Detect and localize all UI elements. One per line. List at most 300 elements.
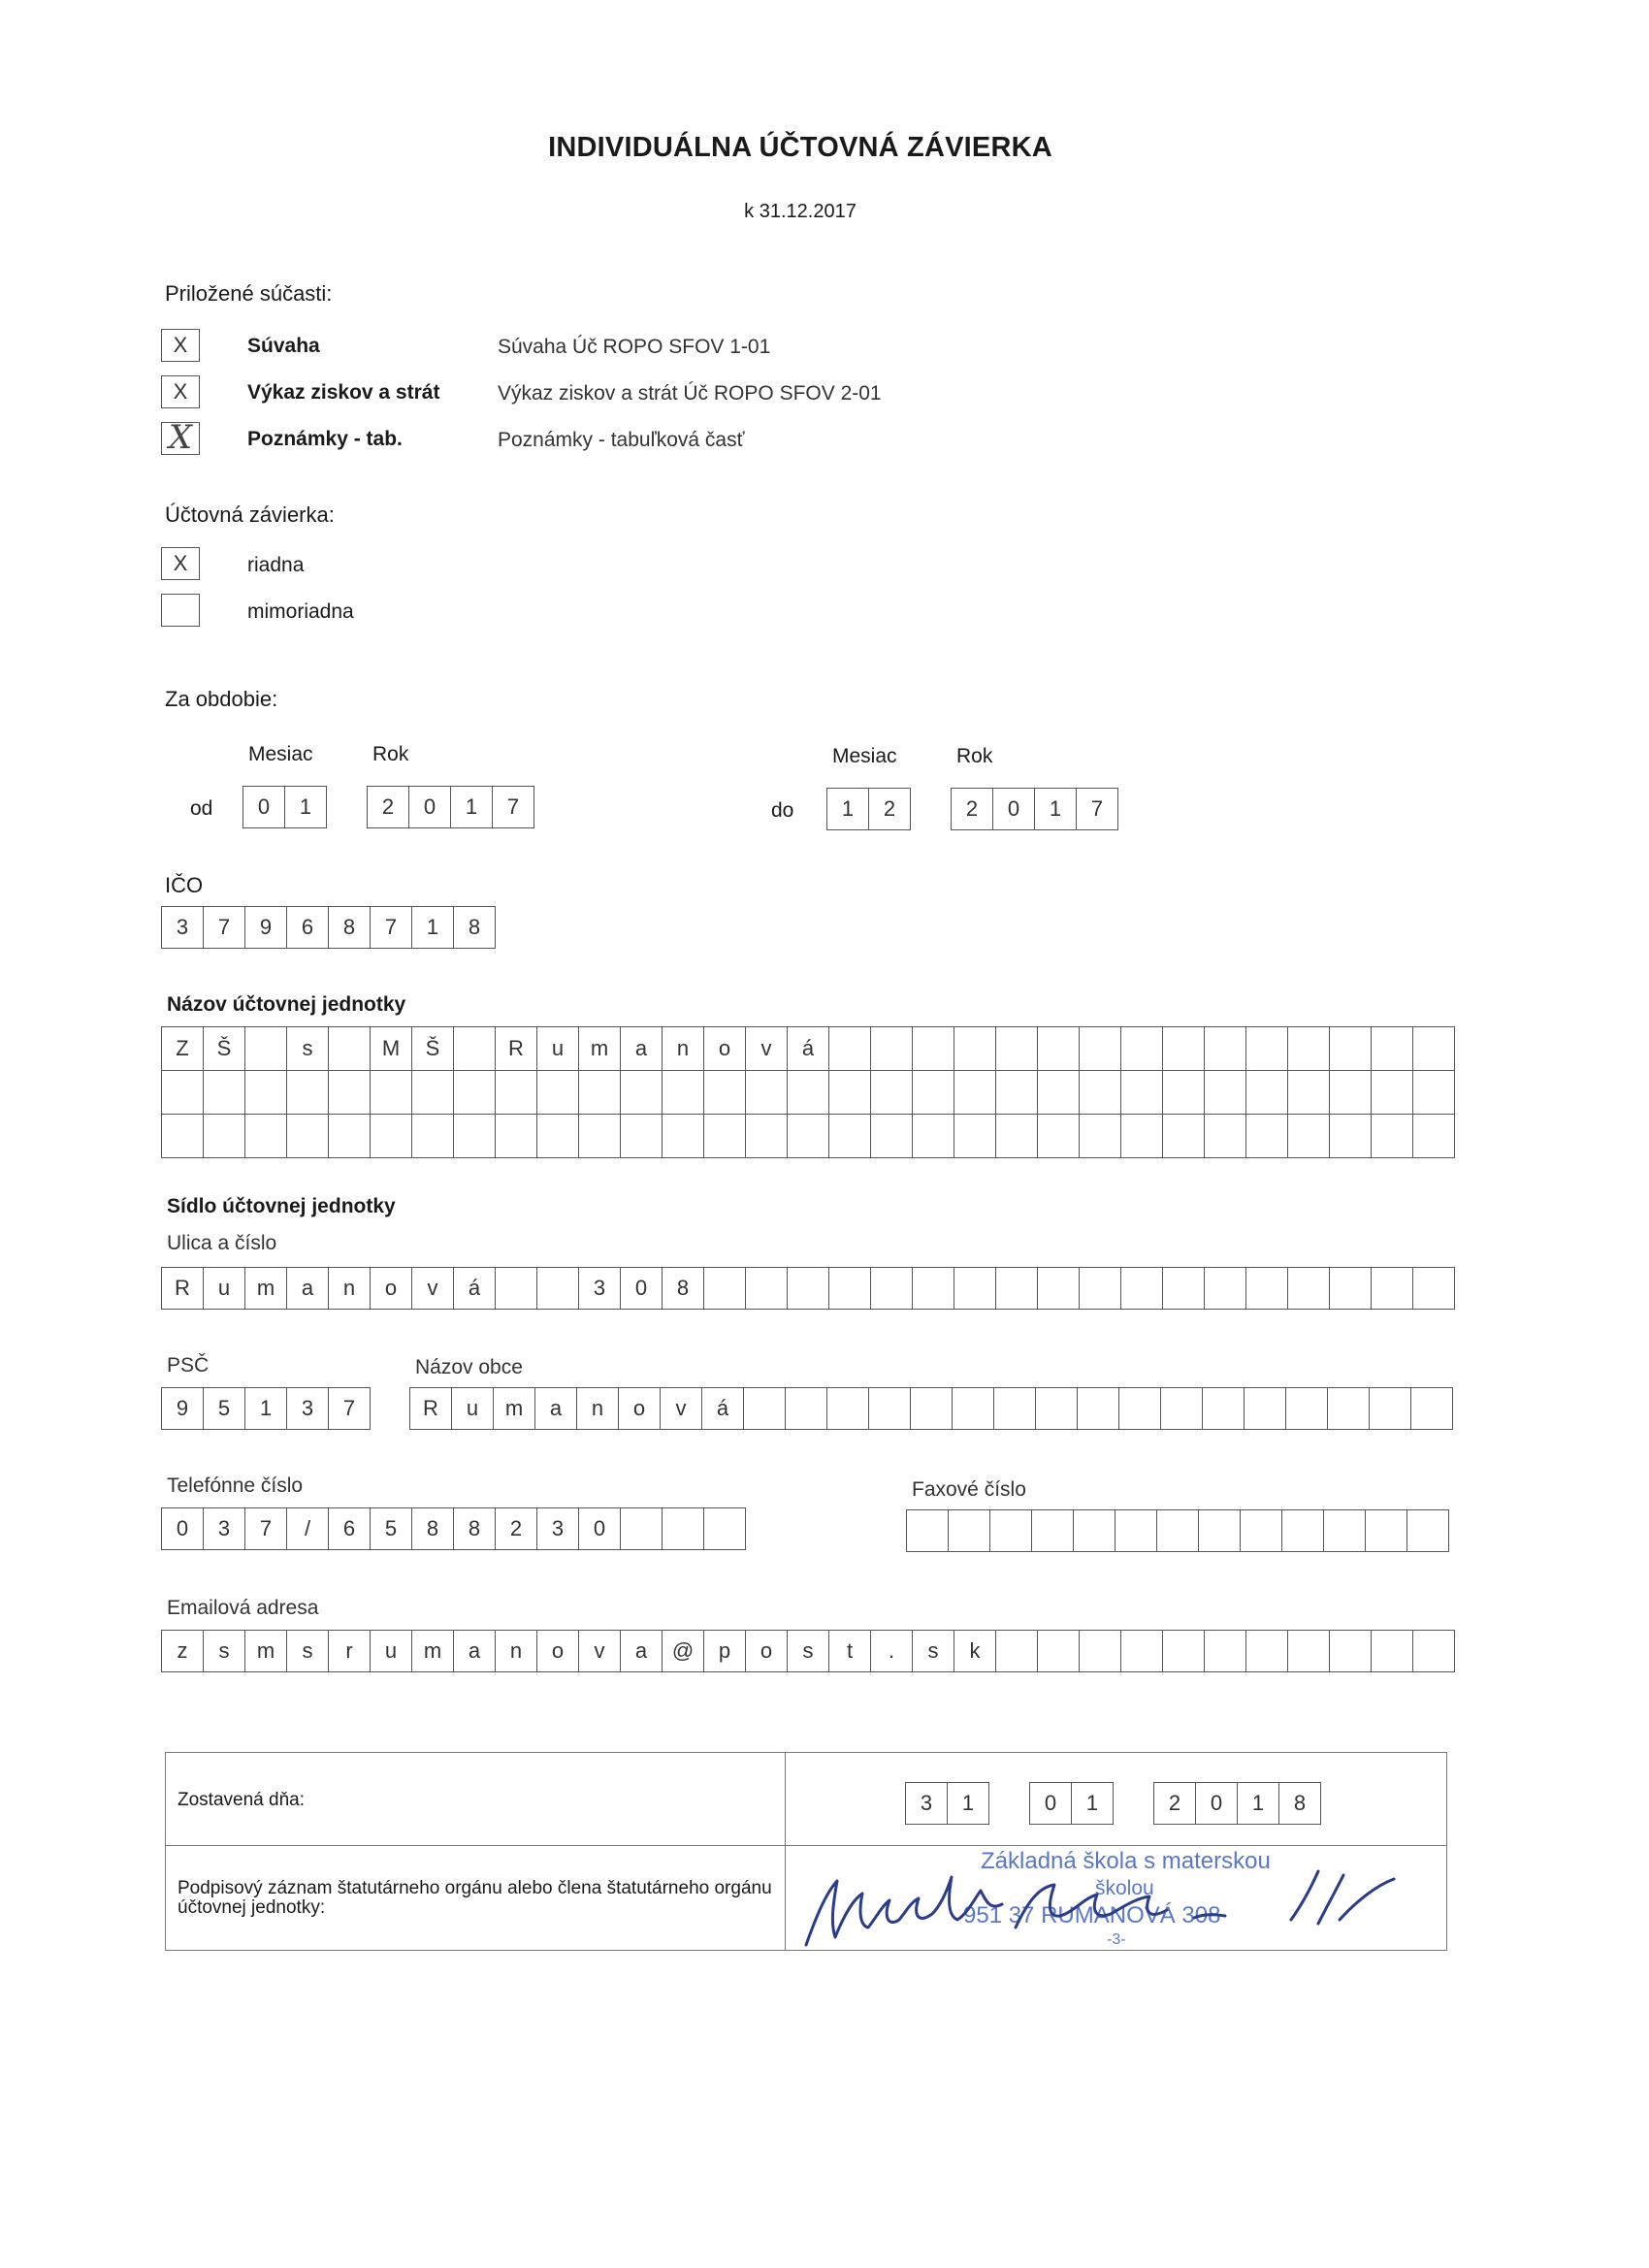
unit-name-char [245,1115,287,1157]
unit-name-char [829,1071,871,1114]
compiled-month-char: 1 [1072,1783,1114,1824]
compiled-month-field[interactable] [1029,1782,1114,1825]
unit-name-char [1372,1071,1413,1114]
city-char [1119,1388,1161,1429]
city-char [1245,1388,1286,1429]
email-char [1330,1631,1372,1671]
psc-char: 9 [162,1388,204,1429]
footer-table [165,1752,1447,1951]
email-char: u [371,1631,412,1671]
city-char: n [577,1388,619,1429]
city-char [953,1388,994,1429]
phone-char: 5 [371,1508,412,1549]
psc-char: 7 [329,1388,371,1429]
email-char [1205,1631,1246,1671]
unit-name-row [161,1070,1455,1114]
fax-char [1116,1510,1157,1551]
fax-label: Faxové číslo [912,1478,1026,1501]
unit-name-char [454,1071,496,1114]
unit-name-char [871,1027,913,1070]
ico-label: IČO [165,873,204,897]
unit-name-char [204,1115,245,1157]
city-char: á [702,1388,744,1429]
email-char [996,1631,1038,1671]
unit-name-char [1163,1027,1205,1070]
email-char [1372,1631,1413,1671]
city-char [1328,1388,1370,1429]
unit-name-char [829,1027,871,1070]
email-char: . [871,1631,913,1671]
street-char [829,1268,871,1309]
unit-name-char [913,1027,954,1070]
email-char: r [329,1631,371,1671]
street-char [954,1268,996,1309]
unit-name-char [245,1027,287,1070]
unit-name-char [746,1071,788,1114]
city-char: v [661,1388,702,1429]
unit-name-char [1413,1027,1455,1070]
closing-label-riadna: riadna [247,554,305,576]
unit-name-char [746,1115,788,1157]
compiled-year-field[interactable] [1153,1782,1321,1825]
street-char: a [287,1268,329,1309]
ico-digit: 6 [287,907,329,948]
unit-name-char [913,1071,954,1114]
unit-name-char [579,1071,621,1114]
unit-name-char [1080,1027,1121,1070]
unit-name-char [1080,1071,1121,1114]
stamp-line-3: 951 37 RUMANOVÁ 308 [963,1902,1221,1928]
unit-name-char [287,1115,329,1157]
street-char: R [162,1268,204,1309]
ico-digit: 8 [329,907,371,948]
street-char [1330,1268,1372,1309]
email-char [1080,1631,1121,1671]
unit-name-char [996,1027,1038,1070]
ico-digit: 8 [454,907,496,948]
unit-name-char: Š [412,1027,454,1070]
to-year-label: Rok [956,745,993,767]
phone-label: Telefónne číslo [167,1474,304,1497]
street-char [1372,1268,1413,1309]
stamp-line-1: Základná škola s materskou [981,1848,1271,1874]
fax-char [1366,1510,1407,1551]
street-char [1038,1268,1080,1309]
street-char [1080,1268,1121,1309]
unit-name-char [829,1115,871,1157]
phone-char: 8 [454,1508,496,1549]
unit-name-field[interactable] [161,1026,1455,1158]
street-char [1163,1268,1205,1309]
street-char [1413,1268,1455,1309]
fax-char [1199,1510,1241,1551]
email-field[interactable] [161,1630,1455,1672]
unit-name-char [1080,1115,1121,1157]
unit-name-char [871,1071,913,1114]
phone-char [663,1508,704,1549]
email-char: o [537,1631,579,1671]
city-char [911,1388,953,1429]
footer-divider-horizontal [166,1845,1446,1846]
attachment-desc-vykaz: Výkaz ziskov a strát Úč ROPO SFOV 2-01 [498,382,882,405]
from-label: od [190,797,213,820]
unit-name-char [704,1115,746,1157]
attachment-label-poznamky: Poznámky - tab. [247,428,403,450]
unit-name-char: Z [162,1027,204,1070]
street-char [913,1268,954,1309]
unit-name-char [1121,1071,1163,1114]
psc-char: 1 [245,1388,287,1429]
email-char [1163,1631,1205,1671]
unit-name-char [454,1115,496,1157]
checkbox-vykaz[interactable]: X [161,375,200,408]
unit-name-char [663,1071,704,1114]
fax-char [1324,1510,1366,1551]
city-char: m [494,1388,535,1429]
phone-char [621,1508,663,1549]
city-char [1161,1388,1203,1429]
stamp-line-4: -3- [1107,1931,1126,1948]
unit-name-char [1372,1027,1413,1070]
unit-name-char [871,1115,913,1157]
city-char: a [535,1388,577,1429]
unit-name-char [996,1071,1038,1114]
unit-name-char [913,1115,954,1157]
email-char: v [579,1631,621,1671]
unit-name-char [1205,1027,1246,1070]
fax-char [949,1510,990,1551]
unit-name-char [496,1115,537,1157]
unit-name-char [1121,1027,1163,1070]
unit-name-char [1205,1115,1246,1157]
unit-name-char [954,1115,996,1157]
unit-name-char [329,1115,371,1157]
ico-digit: 9 [245,907,287,948]
unit-name-char [1246,1071,1288,1114]
unit-name-char: R [496,1027,537,1070]
email-char: t [829,1631,871,1671]
unit-name-char [371,1115,412,1157]
city-char [994,1388,1036,1429]
unit-name-char [454,1027,496,1070]
address-label: Sídlo účtovnej jednotky [167,1195,396,1217]
ico-field[interactable] [161,906,496,949]
period-heading: Za obdobie: [165,687,278,711]
city-char: o [619,1388,661,1429]
unit-name-char [329,1027,371,1070]
to-year-digit: 7 [1077,789,1118,829]
street-char: 3 [579,1268,621,1309]
street-char [537,1268,579,1309]
psc-label: PSČ [167,1354,210,1377]
street-char: n [329,1268,371,1309]
street-char [1121,1268,1163,1309]
checkbox-mimoriadna[interactable] [161,594,200,627]
unit-name-char: á [788,1027,829,1070]
ico-digit: 7 [204,907,245,948]
street-char [1288,1268,1330,1309]
email-char: n [496,1631,537,1671]
from-month-field[interactable] [242,786,327,828]
unit-name-char [1038,1027,1080,1070]
phone-char [704,1508,746,1549]
unit-name-char [788,1115,829,1157]
street-char: 8 [663,1268,704,1309]
unit-name-char: Š [204,1027,245,1070]
from-month-label: Mesiac [248,743,313,765]
unit-name-char [1413,1071,1455,1114]
email-char: m [412,1631,454,1671]
from-year-digit: 1 [451,787,493,827]
fax-char [907,1510,949,1551]
email-char: a [621,1631,663,1671]
email-char: a [454,1631,496,1671]
email-char: s [913,1631,954,1671]
unit-name-char [1038,1115,1080,1157]
unit-name-char [704,1071,746,1114]
to-month-label: Mesiac [832,745,897,767]
unit-name-char: u [537,1027,579,1070]
stamp-line-2: školou [1095,1877,1154,1899]
unit-name-char [245,1071,287,1114]
compiled-day-char: 1 [948,1783,989,1824]
closing-heading: Účtovná závierka: [165,502,335,527]
signature-label: Podpisový záznam štatutárneho orgánu alebo člena štatutárneho orgánu účtovnej jednotky: [178,1878,772,1918]
unit-name-char [621,1115,663,1157]
unit-name-char [1246,1027,1288,1070]
unit-name-label: Názov účtovnej jednotky [167,993,406,1016]
to-year-digit: 2 [952,789,993,829]
email-char [1246,1631,1288,1671]
compiled-year-char: 2 [1154,1783,1196,1824]
email-char: @ [663,1631,704,1671]
email-char [1288,1631,1330,1671]
phone-char: 3 [537,1508,579,1549]
footer-divider-vertical [785,1753,786,1950]
ico-digit: 7 [371,907,412,948]
phone-char: 2 [496,1508,537,1549]
email-char [1121,1631,1163,1671]
unit-name-char [204,1071,245,1114]
street-char [788,1268,829,1309]
unit-name-char [412,1115,454,1157]
unit-name-char [1288,1027,1330,1070]
unit-name-char [496,1071,537,1114]
email-char: s [287,1631,329,1671]
document-date: k 31.12.2017 [744,201,857,222]
city-char [1286,1388,1328,1429]
street-char [1205,1268,1246,1309]
street-char: o [371,1268,412,1309]
phone-char: 7 [245,1508,287,1549]
city-char [786,1388,827,1429]
from-month-digit: 1 [285,787,327,827]
fax-char [1157,1510,1199,1551]
phone-char: 0 [162,1508,204,1549]
fax-field[interactable] [906,1509,1449,1552]
to-month-field[interactable] [826,788,911,830]
street-char [496,1268,537,1309]
unit-name-char [621,1071,663,1114]
compiled-year-char: 1 [1238,1783,1279,1824]
unit-name-char [579,1115,621,1157]
unit-name-char [329,1071,371,1114]
unit-name-char [1330,1071,1372,1114]
email-label: Emailová adresa [167,1597,319,1619]
unit-name-char: o [704,1027,746,1070]
email-char: s [788,1631,829,1671]
to-month-digit: 1 [827,789,869,829]
fax-char [1032,1510,1074,1551]
to-year-digit: 1 [1035,789,1077,829]
email-char: s [204,1631,245,1671]
fax-char [1074,1510,1116,1551]
city-char [1203,1388,1245,1429]
to-label: do [771,799,794,822]
phone-char: 0 [579,1508,621,1549]
unit-name-char: v [746,1027,788,1070]
unit-name-char [663,1115,704,1157]
to-month-digit: 2 [869,789,911,829]
unit-name-char: a [621,1027,663,1070]
to-year-field[interactable] [951,788,1118,830]
phone-field[interactable] [161,1507,746,1550]
unit-name-char [1205,1071,1246,1114]
unit-name-char [162,1115,204,1157]
from-year-digit: 7 [493,787,534,827]
street-char [996,1268,1038,1309]
city-label: Názov obce [415,1356,523,1378]
from-year-digit: 0 [409,787,451,827]
city-char [1078,1388,1119,1429]
unit-name-char [954,1027,996,1070]
attachment-label-suvaha: Súvaha [247,335,320,357]
city-char [827,1388,869,1429]
email-char [1038,1631,1080,1671]
psc-char: 3 [287,1388,329,1429]
street-char: v [412,1268,454,1309]
city-field[interactable] [409,1387,1453,1430]
phone-char: / [287,1508,329,1549]
phone-char: 8 [412,1508,454,1549]
compiled-year-char: 0 [1196,1783,1238,1824]
email-char: m [245,1631,287,1671]
document-title: INDIVIDUÁLNA ÚČTOVNÁ ZÁVIERKA [548,132,1052,163]
city-char [869,1388,911,1429]
fax-char [990,1510,1032,1551]
street-label: Ulica a číslo [167,1232,277,1254]
email-char: o [746,1631,788,1671]
unit-name-char [954,1071,996,1114]
street-char [1246,1268,1288,1309]
city-char: u [452,1388,494,1429]
attachment-label-vykaz: Výkaz ziskov a strát [247,381,440,404]
ico-digit: 1 [412,907,454,948]
signature-image [787,1860,1446,1952]
from-year-label: Rok [372,743,409,765]
unit-name-char: M [371,1027,412,1070]
unit-name-char [1288,1071,1330,1114]
unit-name-char [1163,1071,1205,1114]
ico-digit: 3 [162,907,204,948]
unit-name-char [1288,1115,1330,1157]
unit-name-char [287,1071,329,1114]
unit-name-char [1163,1115,1205,1157]
unit-name-char: m [579,1027,621,1070]
unit-name-char: s [287,1027,329,1070]
compiled-label: Zostavená dňa: [178,1790,305,1810]
phone-char: 3 [204,1508,245,1549]
unit-name-char [1121,1115,1163,1157]
unit-name-char [788,1071,829,1114]
compiled-month-char: 0 [1030,1783,1072,1824]
email-char: k [954,1631,996,1671]
to-year-digit: 0 [993,789,1035,829]
unit-name-char [996,1115,1038,1157]
unit-name-char: n [663,1027,704,1070]
psc-char: 5 [204,1388,245,1429]
city-char: R [410,1388,452,1429]
street-char: 0 [621,1268,663,1309]
city-char [1036,1388,1078,1429]
checkbox-suvaha[interactable]: X [161,329,200,362]
unit-name-char [1372,1115,1413,1157]
compiled-day-field[interactable] [905,1782,989,1825]
city-char [1370,1388,1411,1429]
street-char [871,1268,913,1309]
compiled-day-char: 3 [906,1783,948,1824]
psc-field[interactable] [161,1387,371,1430]
attachment-desc-poznamky: Poznámky - tabuľková časť [498,429,745,451]
from-year-field[interactable] [367,786,534,828]
street-field[interactable] [161,1267,1455,1310]
unit-name-char [162,1071,204,1114]
checkbox-riadna[interactable]: X [161,547,200,580]
city-char [1411,1388,1453,1429]
unit-name-char [1330,1115,1372,1157]
from-year-digit: 2 [368,787,409,827]
email-char: p [704,1631,746,1671]
unit-name-char [371,1071,412,1114]
street-char [704,1268,746,1309]
fax-char [1241,1510,1282,1551]
closing-label-mimoriadna: mimoriadna [247,600,354,623]
unit-name-char [1413,1115,1455,1157]
unit-name-char [1038,1071,1080,1114]
email-char: z [162,1631,204,1671]
street-char: u [204,1268,245,1309]
fax-char [1282,1510,1324,1551]
unit-name-char [1246,1115,1288,1157]
unit-name-char [412,1071,454,1114]
email-char [1413,1631,1455,1671]
attachment-desc-suvaha: Súvaha Úč ROPO SFOV 1-01 [498,336,771,358]
unit-name-char [537,1071,579,1114]
unit-name-row [161,1114,1455,1158]
from-month-digit: 0 [243,787,285,827]
unit-name-char [537,1115,579,1157]
phone-char: 6 [329,1508,371,1549]
compiled-year-char: 8 [1279,1783,1321,1824]
checkbox-poznamky[interactable]: X [161,422,200,455]
city-char [744,1388,786,1429]
attachments-heading: Priložené súčasti: [165,281,333,306]
street-char: m [245,1268,287,1309]
street-char [746,1268,788,1309]
unit-name-char [1330,1027,1372,1070]
street-char: á [454,1268,496,1309]
fax-char [1407,1510,1449,1551]
